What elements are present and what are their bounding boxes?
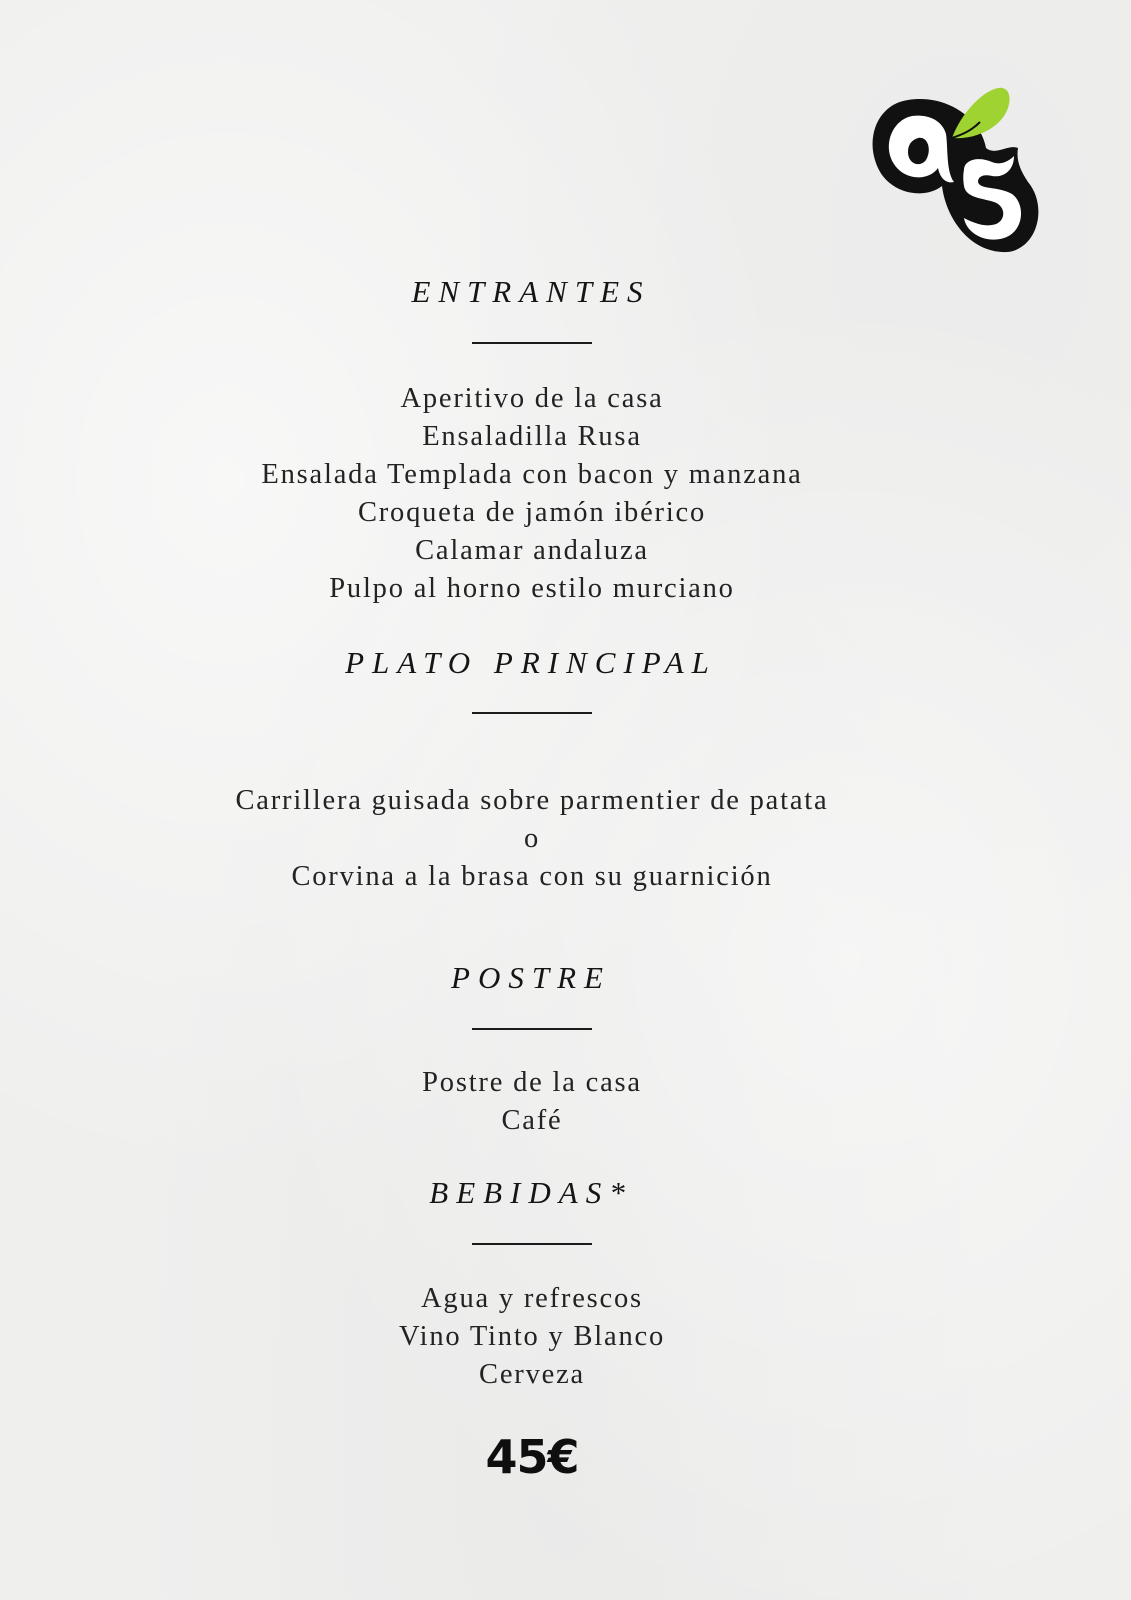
menu-item: Ensaladilla Rusa [422,421,642,452]
section-divider [472,1028,592,1030]
section-heading-plato-principal: PLATO PRINCIPAL [345,645,717,680]
menu-item: Cerveza [479,1359,585,1390]
menu-item: Corvina a la brasa con su guarnición [291,861,773,892]
menu-item: Ensalada Templada con bacon y manzana [261,459,803,490]
section-items-plato-principal [0,782,1064,896]
menu-item: Carrillera guisada sobre parmentier de patata [235,785,829,816]
section-divider [472,712,592,714]
menu-item: Postre de la casa [422,1067,642,1098]
menu-price: 45€ [485,1430,579,1484]
menu-item: Calamar andaluza [415,535,649,566]
section-divider [472,342,592,344]
menu-item-separator: o [523,823,541,854]
menu-item: Pulpo al horno estilo murciano [329,573,735,604]
menu-item: Vino Tinto y Blanco [398,1321,666,1352]
menu-item: Agua y refrescos [421,1283,643,1314]
section-divider [472,1243,592,1245]
section-items-entrantes [0,380,1064,608]
section-heading-entrantes: ENTRANTES [411,274,651,309]
section-heading-postre: POSTRE [451,960,611,995]
section-items-bebidas [0,1280,1064,1394]
menu-item: Aperitivo de la casa [400,383,664,414]
section-items-postre [0,1064,1064,1140]
section-heading-bebidas: BEBIDAS* [429,1175,633,1210]
menu-item: Café [501,1105,563,1136]
menu-item: Croqueta de jamón ibérico [357,497,707,528]
